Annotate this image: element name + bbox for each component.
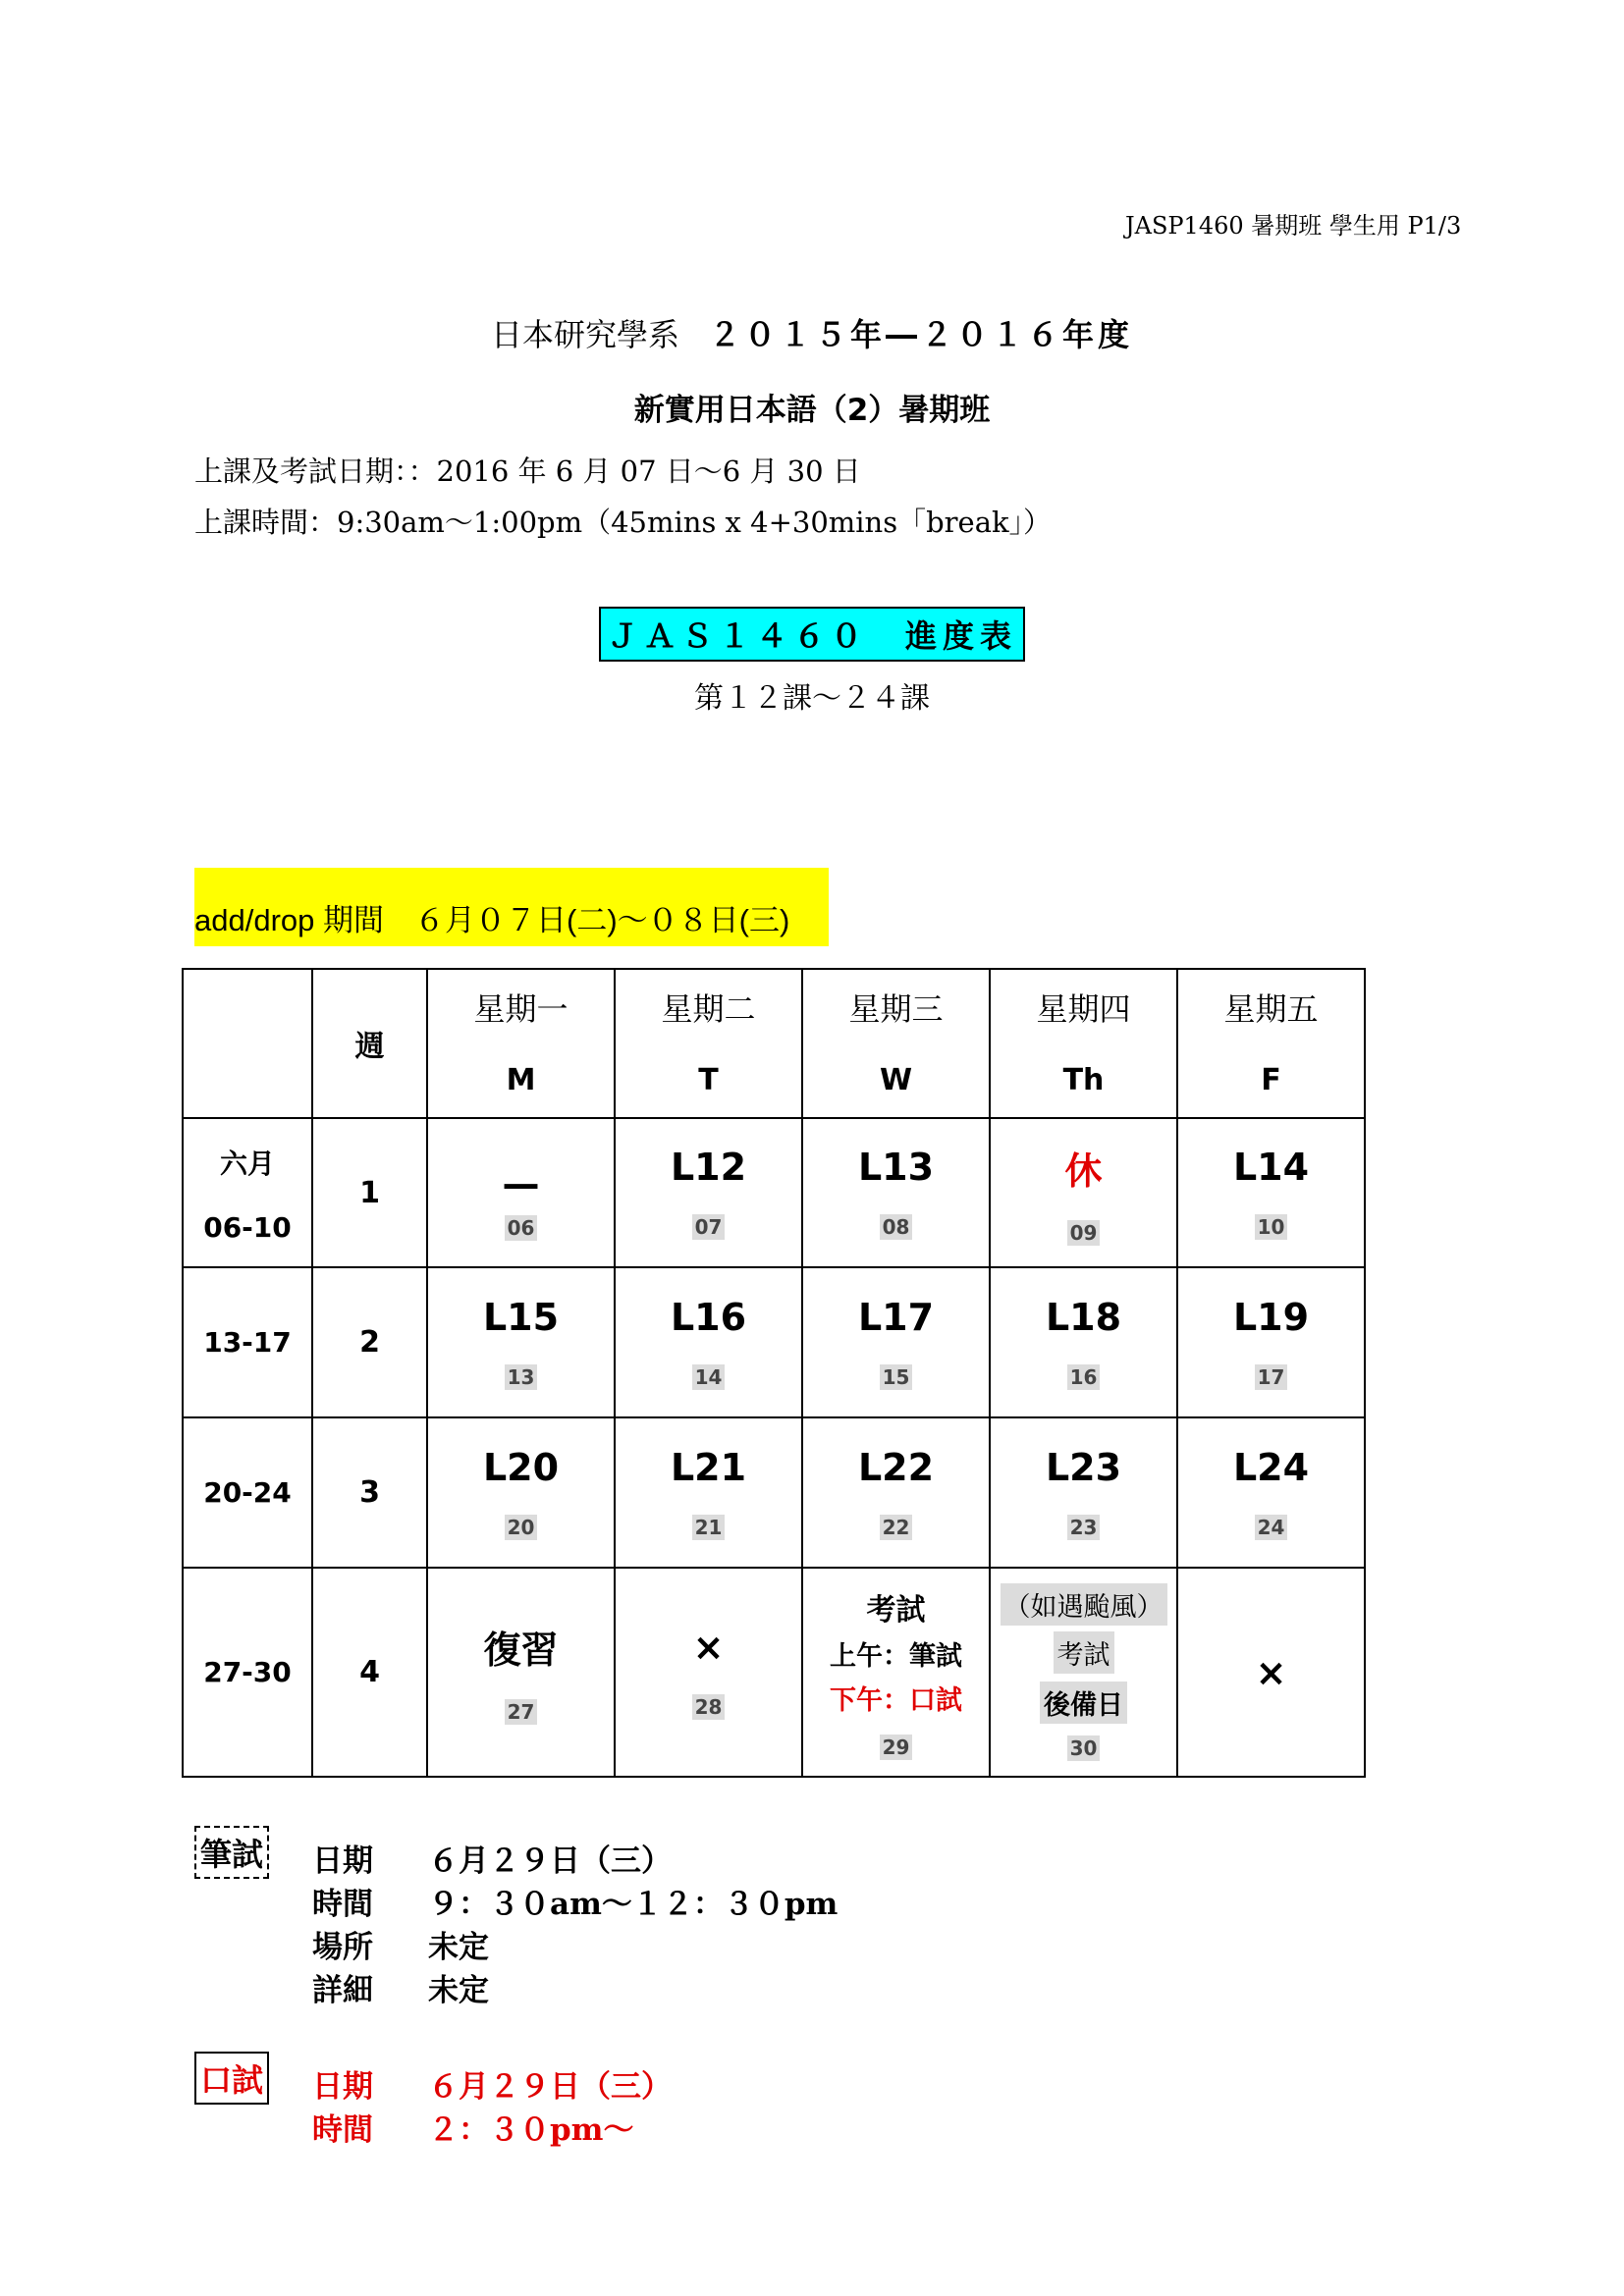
schedule-cell — [615, 1568, 802, 1777]
written-exam-section — [194, 1826, 269, 1879]
lesson-label: L24 — [1232, 1445, 1310, 1489]
date-number: 14 — [692, 1364, 726, 1390]
week-number: 1 — [312, 1118, 427, 1267]
day-en: T — [698, 1062, 719, 1097]
date-number: 21 — [692, 1515, 726, 1540]
row-label: 日期 — [312, 2069, 373, 2105]
day-header-mon — [427, 969, 615, 1118]
day-cn: 星期一 — [473, 989, 568, 1028]
exam-pm: 下午：口試 — [830, 1684, 962, 1716]
lesson-label: L16 — [670, 1295, 747, 1339]
row-value: 未定 — [428, 1930, 489, 1965]
day-cn: 星期三 — [848, 989, 944, 1028]
schedule-cell — [802, 1118, 990, 1267]
row-label: 詳細 — [312, 1973, 373, 2008]
page-title — [0, 310, 1624, 355]
schedule-cell — [615, 1417, 802, 1568]
date-range: 06-10 — [203, 1210, 292, 1244]
date-number: 20 — [505, 1515, 538, 1540]
schedule-cell — [990, 1118, 1177, 1267]
date-number: 23 — [1067, 1515, 1101, 1540]
day-cn: 星期五 — [1223, 989, 1319, 1028]
week-number: 2 — [312, 1267, 427, 1417]
holiday-label: 休 — [1064, 1148, 1103, 1193]
table-row — [183, 1118, 1365, 1267]
schedule-cell — [802, 1568, 990, 1777]
academic-year: ２０１５年―２０１６年度 — [709, 316, 1134, 353]
lessons-range: 第１２課～２４課 — [694, 681, 930, 716]
exam-label: 考試 — [1054, 1631, 1114, 1674]
oral-time-row — [312, 2105, 633, 2149]
lesson-label: L15 — [482, 1295, 560, 1339]
day-en: W — [879, 1062, 913, 1097]
lesson-label: L12 — [670, 1146, 747, 1189]
no-class-mark: × — [692, 1625, 725, 1669]
date-range: 20-24 — [183, 1417, 312, 1568]
date-number: 17 — [1255, 1364, 1288, 1390]
schedule-badge-wrap — [0, 607, 1624, 662]
date-number: 13 — [505, 1364, 538, 1390]
date-number: 24 — [1255, 1515, 1288, 1540]
row-value: ６月２９日（三） — [428, 2069, 672, 2105]
no-class-mark: × — [1255, 1650, 1287, 1694]
day-en: Th — [1062, 1062, 1105, 1097]
lesson-label: L21 — [670, 1445, 747, 1489]
week-number: 3 — [312, 1417, 427, 1568]
schedule-cell — [1177, 1267, 1365, 1417]
date-number: 22 — [880, 1515, 913, 1540]
class-dates: 上課及考試日期：：2016 年 6 月 07 日～6 月 30 日 — [194, 454, 861, 488]
add-drop-period: add/drop 期間 ６月０７日(二)～０８日(三) — [194, 868, 829, 946]
schedule-cell — [427, 1267, 615, 1417]
date-number: 10 — [1255, 1214, 1288, 1240]
oral-exam-section — [194, 2052, 269, 2105]
day-cn: 星期四 — [1036, 989, 1131, 1028]
schedule-cell — [1177, 1568, 1365, 1777]
schedule-table — [182, 968, 1366, 1778]
exam-title: 考試 — [866, 1592, 926, 1628]
schedule-cell — [990, 1267, 1177, 1417]
week-number: 4 — [312, 1568, 427, 1777]
department-name: 日本研究學系 — [490, 316, 679, 353]
corner-cell — [183, 969, 312, 1118]
day-en: F — [1261, 1062, 1281, 1097]
backup-day-label: 後備日 — [1040, 1682, 1127, 1724]
table-row — [183, 1417, 1365, 1568]
row-label — [183, 1118, 312, 1267]
table-row — [183, 1267, 1365, 1417]
row-value: 未定 — [428, 1973, 489, 2008]
schedule-cell — [802, 1267, 990, 1417]
lesson-label: L13 — [857, 1146, 935, 1189]
row-label: 時間 — [312, 2112, 373, 2148]
date-number: 06 — [505, 1215, 538, 1241]
day-header-wed — [802, 969, 990, 1118]
date-number: 15 — [880, 1364, 913, 1390]
row-label: 時間 — [312, 1887, 373, 1922]
row-value: ９：３０am～１２：３０pm — [428, 1887, 839, 1922]
month-label: 六月 — [219, 1147, 275, 1180]
row-value: ６月２９日（三） — [428, 1843, 672, 1879]
row-label: 日期 — [312, 1843, 373, 1879]
week-header: 週 — [312, 969, 427, 1118]
schedule-cell — [615, 1118, 802, 1267]
written-place-row — [312, 1922, 489, 1966]
row-label: 場所 — [312, 1930, 373, 1965]
oral-exam-tag: 口試 — [194, 2052, 269, 2105]
date-number: 27 — [505, 1699, 538, 1725]
schedule-badge: ＪＡＳ１４６０ 進度表 — [599, 607, 1025, 662]
lesson-label: L14 — [1232, 1146, 1310, 1189]
schedule-cell — [427, 1417, 615, 1568]
lesson-label: L18 — [1045, 1295, 1122, 1339]
day-cn: 星期二 — [661, 989, 756, 1028]
written-date-row — [312, 1836, 672, 1880]
day-header-tue — [615, 969, 802, 1118]
written-time-row — [312, 1879, 838, 1923]
table-header-row — [183, 969, 1365, 1118]
class-time: 上課時間：9:30am～1:00pm（45mins x 4+30mins「break」） — [194, 506, 1053, 539]
lesson-label: L17 — [857, 1295, 935, 1339]
date-number: 29 — [880, 1735, 913, 1760]
typhoon-note: （如遇颱風） — [1001, 1583, 1167, 1626]
day-en: M — [506, 1062, 536, 1097]
document-reference: JASP1460 暑期班 學生用 P1/3 — [1125, 212, 1462, 240]
schedule-cell — [1177, 1118, 1365, 1267]
date-number: 16 — [1067, 1364, 1101, 1390]
lesson-label: L19 — [1232, 1295, 1310, 1339]
lesson-label: L20 — [482, 1445, 560, 1489]
schedule-cell — [427, 1568, 615, 1777]
lesson-label: — — [502, 1162, 540, 1205]
date-number: 08 — [880, 1214, 913, 1240]
date-number: 07 — [692, 1214, 726, 1240]
schedule-cell — [615, 1267, 802, 1417]
date-range: 27-30 — [183, 1568, 312, 1777]
day-header-thu — [990, 969, 1177, 1118]
schedule-cell — [990, 1568, 1177, 1777]
schedule-cell — [1177, 1417, 1365, 1568]
date-number: 09 — [1067, 1220, 1101, 1246]
lesson-label: L23 — [1045, 1445, 1122, 1489]
written-details-row — [312, 1965, 489, 2009]
course-title: 新實用日本語（2）暑期班 — [633, 393, 991, 428]
day-header-fri — [1177, 969, 1365, 1118]
date-number: 28 — [692, 1694, 726, 1720]
table-row — [183, 1568, 1365, 1777]
schedule-cell — [427, 1118, 615, 1267]
date-number: 30 — [1067, 1735, 1101, 1761]
row-value: ２：３０pm～ — [428, 2112, 634, 2148]
schedule-cell — [990, 1417, 1177, 1568]
date-range: 13-17 — [183, 1267, 312, 1417]
exam-am: 上午：筆試 — [830, 1640, 962, 1672]
oral-date-row — [312, 2061, 672, 2106]
lesson-label: L22 — [857, 1445, 935, 1489]
review-label: 復習 — [483, 1629, 559, 1672]
schedule-cell — [802, 1417, 990, 1568]
written-exam-tag: 筆試 — [194, 1826, 269, 1879]
